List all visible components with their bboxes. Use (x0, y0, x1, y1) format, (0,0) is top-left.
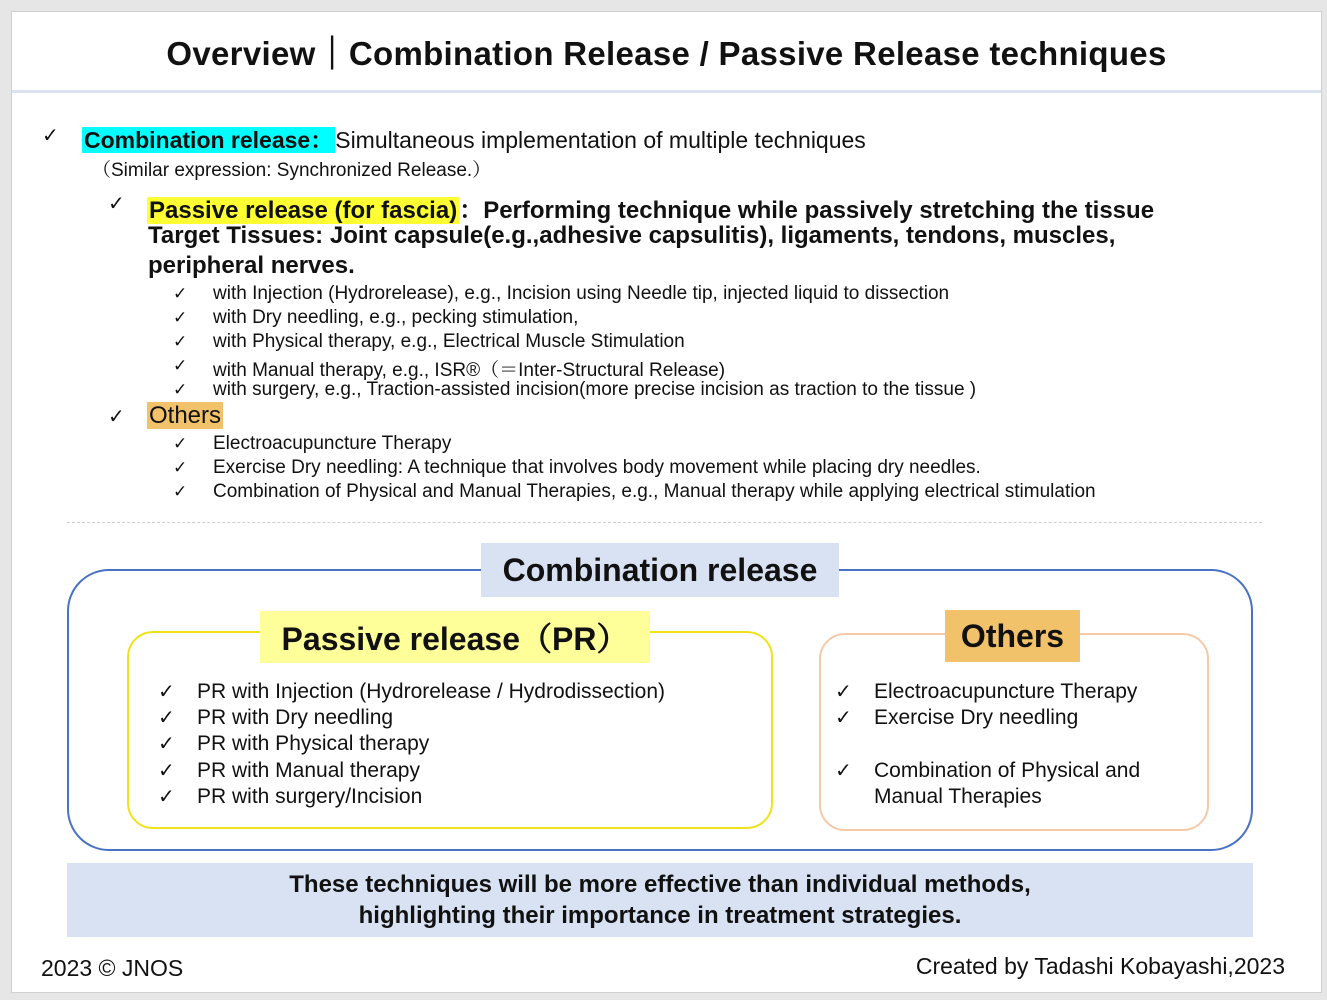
target-tissues-line-1: Target Tissues: Joint capsule(e.g.,adhesive capsulitis), ligaments, tendons, muscles, (148, 222, 1116, 249)
passive-item: with Physical therapy, e.g., Electrical Muscle Stimulation (213, 331, 685, 352)
others-box-item: Electroacupuncture Therapy (874, 680, 1138, 703)
check-icon: ✓ (158, 707, 175, 729)
author-credit: Created by Tadashi Kobayashi,2023 (915, 953, 1285, 979)
others-item: Electroacupuncture Therapy (213, 433, 452, 454)
combination-release-note: （Similar expression: Synchronized Release.） (92, 160, 492, 181)
check-icon: ✓ (173, 458, 188, 477)
others-box-item: Exercise Dry needling (874, 706, 1079, 729)
pr-item: PR with surgery/Incision (197, 785, 423, 808)
others-box-item: Manual Therapies (874, 785, 1042, 808)
conclusion-box (67, 863, 1253, 937)
pr-item: PR with Injection (Hydrorelease / Hydrodissection) (197, 680, 666, 703)
check-icon: ✓ (108, 193, 125, 215)
combination-release-description: Simultaneous implementation of multiple techniques (335, 127, 866, 153)
passive-release-label: Passive release (for fascia) (149, 197, 458, 224)
slide (11, 11, 1322, 993)
passive-item: with surgery, e.g., Traction-assisted incision(more precise incision as traction to the tissue ) (213, 379, 977, 400)
check-icon: ✓ (173, 332, 188, 351)
passive-release-description: ：Performing technique while passively stretching the tissue (459, 197, 1155, 224)
check-icon: ✓ (835, 760, 852, 782)
check-icon: ✓ (173, 356, 188, 375)
check-icon: ✓ (835, 681, 852, 703)
pr-item: PR with Physical therapy (197, 732, 430, 755)
others-heading: Others (945, 610, 1080, 662)
combination-release-heading: Combination release (481, 543, 839, 597)
passive-item: with Dry needling, e.g., pecking stimulation, (213, 307, 579, 328)
check-icon: ✓ (158, 733, 175, 755)
check-icon: ✓ (173, 284, 188, 303)
others-line (147, 402, 223, 430)
pr-item: PR with Dry needling (197, 706, 394, 729)
pr-item: PR with Manual therapy (197, 759, 420, 782)
conclusion-line-2: highlighting their importance in treatment strategies. (358, 902, 962, 929)
others-box-item: Combination of Physical and (874, 759, 1141, 782)
page-title: Overview｜Combination Release / Passive Release techniques (166, 34, 1167, 72)
check-icon: ✓ (173, 308, 188, 327)
copyright: 2023 © JNOS (41, 955, 184, 981)
check-icon: ✓ (173, 482, 188, 501)
check-icon: ✓ (835, 707, 852, 729)
check-icon: ✓ (108, 406, 125, 428)
combination-release-label: Combination release： (84, 127, 334, 153)
check-icon: ✓ (42, 125, 59, 147)
others-label: Others (149, 402, 222, 429)
combination-release-line (82, 122, 866, 155)
others-item: Combination of Physical and Manual Therapies, e.g., Manual therapy while applying electrical stimulation (213, 481, 1096, 502)
conclusion-line-1: These techniques will be more effective than individual methods, (289, 871, 1031, 898)
check-icon: ✓ (158, 760, 175, 782)
check-icon: ✓ (158, 681, 175, 703)
check-icon: ✓ (173, 434, 188, 453)
title-divider (12, 90, 1321, 93)
passive-item: with Injection (Hydrorelease), e.g., Incision using Needle tip, injected liquid to dissection (213, 283, 950, 304)
target-tissues-line-2: peripheral nerves. (148, 252, 355, 279)
passive-item: with Manual therapy, e.g., ISR®（＝Inter-Structural Release) (213, 360, 726, 381)
passive-release-line (147, 190, 1154, 225)
others-item: Exercise Dry needling: A technique that involves body movement while placing dry needles. (213, 457, 981, 478)
check-icon: ✓ (158, 786, 175, 808)
check-icon: ✓ (173, 380, 188, 399)
section-divider (67, 522, 1262, 523)
passive-release-heading: Passive release（PR） (260, 611, 650, 663)
